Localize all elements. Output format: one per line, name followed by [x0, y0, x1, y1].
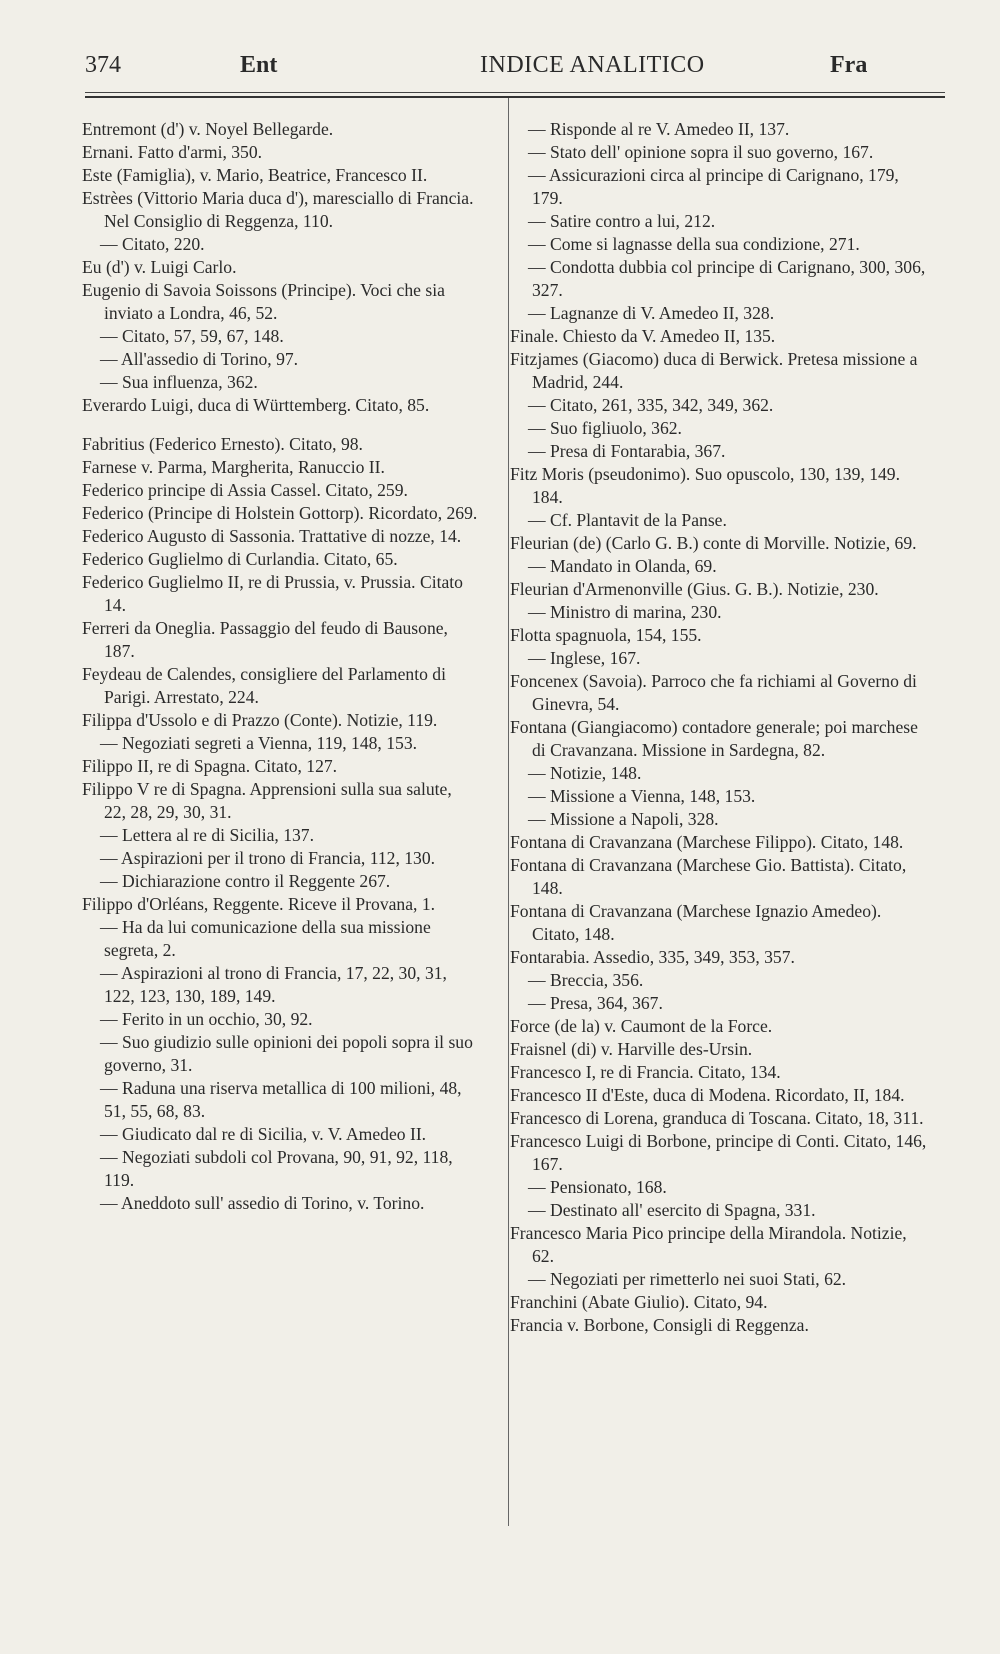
index-subentry: — Lettera al re di Sicilia, 137.	[100, 825, 314, 845]
index-entry: Fitzjames (Giacomo) duca di Berwick. Pretesa missione a Madrid, 244.	[510, 349, 918, 392]
index-entry: Federico Guglielmo II, re di Prussia, v. Prussia. Citato 14.	[82, 572, 463, 615]
index-subentry: — Ministro di marina, 230.	[528, 602, 722, 622]
index-subentry: — Aneddoto sull' assedio di Torino, v. Torino.	[100, 1193, 425, 1213]
index-subentry: — Giudicato dal re di Sicilia, v. V. Amedeo II.	[100, 1124, 427, 1144]
index-subentry: — Satire contro a lui, 212.	[528, 211, 716, 231]
index-entry: Fleurian d'Armenonville (Gius. G. B.). Notizie, 230.	[510, 579, 879, 599]
index-subentry: — Negoziati segreti a Vienna, 119, 148, 153.	[100, 733, 418, 753]
index-entry: Farnese v. Parma, Margherita, Ranuccio II.	[82, 457, 385, 477]
index-subentry: — Destinato all' esercito di Spagna, 331.	[528, 1200, 816, 1220]
index-entry: Eugenio di Savoia Soissons (Principe). Voci che sia inviato a Londra, 46, 52.	[82, 280, 445, 323]
index-entry: Francesco Maria Pico principe della Mirandola. Notizie, 62.	[510, 1223, 907, 1266]
index-entry: Filippa d'Ussolo e di Prazzo (Conte). Notizie, 119.	[82, 710, 438, 730]
page-number: 374	[85, 52, 121, 78]
running-head-right: Fra	[830, 52, 868, 78]
header-rule	[85, 92, 945, 93]
index-entry: Finale. Chiesto da V. Amedeo II, 135.	[510, 326, 776, 346]
index-entry: Fitz Moris (pseudonimo). Suo opuscolo, 130, 139, 149. 184.	[510, 464, 900, 507]
index-entry: Este (Famiglia), v. Mario, Beatrice, Francesco II.	[82, 165, 428, 185]
index-entry: Francesco II d'Este, duca di Modena. Ricordato, II, 184.	[510, 1085, 905, 1105]
index-subentry: — Aspirazioni al trono di Francia, 17, 22, 30, 31, 122, 123, 130, 189, 149.	[100, 963, 447, 1006]
index-subentry: — Ha da lui comunicazione della sua missione segreta, 2.	[100, 917, 431, 960]
index-subentry: — Citato, 220.	[100, 234, 205, 254]
index-subentry: — Missione a Vienna, 148, 153.	[528, 786, 756, 806]
index-column-right	[510, 118, 930, 1337]
index-subentry: — Breccia, 356.	[528, 970, 644, 990]
index-subentry: — Sua influenza, 362.	[100, 372, 258, 392]
index-subentry: — Raduna una riserva metallica di 100 milioni, 48, 51, 55, 68, 83.	[100, 1078, 462, 1121]
index-subentry: — Inglese, 167.	[528, 648, 641, 668]
section-gap	[82, 417, 478, 433]
index-subentry: — Stato dell' opinione sopra il suo governo, 167.	[528, 142, 874, 162]
index-subentry: — Negoziati per rimetterlo nei suoi Stati, 62.	[528, 1269, 847, 1289]
index-column-left	[82, 118, 478, 1215]
index-subentry: — Suo giudizio sulle opinioni dei popoli sopra il suo governo, 31.	[100, 1032, 473, 1075]
index-subentry: — Presa di Fontarabia, 367.	[528, 441, 726, 461]
index-subentry: — Citato, 261, 335, 342, 349, 362.	[528, 395, 774, 415]
index-subentry: — Mandato in Olanda, 69.	[528, 556, 717, 576]
index-entry: Francia v. Borbone, Consigli di Reggenza.	[510, 1315, 809, 1335]
index-entry: Fontana di Cravanzana (Marchese Filippo). Citato, 148.	[510, 832, 904, 852]
index-entry: Entremont (d') v. Noyel Bellegarde.	[82, 119, 334, 139]
index-subentry: — Risponde al re V. Amedeo II, 137.	[528, 119, 790, 139]
index-subentry: — Assicurazioni circa al principe di Carignano, 179, 179.	[528, 165, 899, 208]
index-entry: Ferreri da Oneglia. Passaggio del feudo di Bausone, 187.	[82, 618, 448, 661]
index-subentry: — Cf. Plantavit de la Panse.	[528, 510, 727, 530]
index-subentry: — Negoziati subdoli col Provana, 90, 91, 92, 118, 119.	[100, 1147, 453, 1190]
index-entry: Everardo Luigi, duca di Württemberg. Citato, 85.	[82, 395, 430, 415]
index-subentry: — Pensionato, 168.	[528, 1177, 667, 1197]
index-subentry: — Notizie, 148.	[528, 763, 642, 783]
index-entry: Francesco Luigi di Borbone, principe di Conti. Citato, 146, 167.	[510, 1131, 927, 1174]
index-entry: Filippo II, re di Spagna. Citato, 127.	[82, 756, 338, 776]
index-entry: Fontana di Cravanzana (Marchese Ignazio Amedeo). Citato, 148.	[510, 901, 882, 944]
index-entry: Fontana di Cravanzana (Marchese Gio. Battista). Citato, 148.	[510, 855, 907, 898]
index-entry: Ernani. Fatto d'armi, 350.	[82, 142, 263, 162]
index-entry: Feydeau de Calendes, consigliere del Parlamento di Parigi. Arrestato, 224.	[82, 664, 446, 707]
page-header	[85, 52, 945, 88]
index-entry: Fontana (Giangiacomo) contadore generale; poi marchese di Cravanzana. Missione in Sardegna, 82.	[510, 717, 918, 760]
index-entry: Foncenex (Savoia). Parroco che fa richiami al Governo di Ginevra, 54.	[510, 671, 917, 714]
index-entry: Fraisnel (di) v. Harville des-Ursin.	[510, 1039, 753, 1059]
index-entry: Force (de la) v. Caumont de la Force.	[510, 1016, 773, 1036]
index-subentry: — Aspirazioni per il trono di Francia, 112, 130.	[100, 848, 436, 868]
index-entry: Filippo V re di Spagna. Apprensioni sulla sua salute, 22, 28, 29, 30, 31.	[82, 779, 452, 822]
index-subentry: — Ferito in un occhio, 30, 92.	[100, 1009, 313, 1029]
index-entry: Estrèes (Vittorio Maria duca d'), maresciallo di Francia. Nel Consiglio di Reggenza, 110.	[82, 188, 474, 231]
index-entry: Fleurian (de) (Carlo G. B.) conte di Morville. Notizie, 69.	[510, 533, 917, 553]
index-entry: Francesco I, re di Francia. Citato, 134.	[510, 1062, 781, 1082]
index-subentry: — Condotta dubbia col principe di Carignano, 300, 306, 327.	[528, 257, 926, 300]
index-subentry: — Lagnanze di V. Amedeo II, 328.	[528, 303, 775, 323]
index-subentry: — Missione a Napoli, 328.	[528, 809, 719, 829]
index-entry: Federico principe di Assia Cassel. Citato, 259.	[82, 480, 408, 500]
running-head-left: Ent	[240, 52, 278, 78]
index-subentry: — Presa, 364, 367.	[528, 993, 663, 1013]
index-entry: Fabritius (Federico Ernesto). Citato, 98.	[82, 434, 363, 454]
index-entry: Francesco di Lorena, granduca di Toscana. Citato, 18, 311.	[510, 1108, 924, 1128]
index-subentry: — Citato, 57, 59, 67, 148.	[100, 326, 284, 346]
column-divider	[508, 98, 509, 1526]
index-entry: Flotta spagnuola, 154, 155.	[510, 625, 702, 645]
index-entry: Eu (d') v. Luigi Carlo.	[82, 257, 237, 277]
index-entry: Fontarabia. Assedio, 335, 349, 353, 357.	[510, 947, 795, 967]
index-entry: Federico Augusto di Sassonia. Trattative di nozze, 14.	[82, 526, 462, 546]
index-entry: Franchini (Abate Giulio). Citato, 94.	[510, 1292, 768, 1312]
index-subentry: — All'assedio di Torino, 97.	[100, 349, 299, 369]
header-rule-thick	[85, 96, 945, 98]
index-subentry: — Dichiarazione contro il Reggente 267.	[100, 871, 391, 891]
index-entry: Federico (Principe di Holstein Gottorp). Ricordato, 269.	[82, 503, 478, 523]
index-entry: Filippo d'Orléans, Reggente. Riceve il Provana, 1.	[82, 894, 436, 914]
page-title: INDICE ANALITICO	[480, 52, 705, 78]
index-subentry: — Suo figliuolo, 362.	[528, 418, 682, 438]
index-entry: Federico Guglielmo di Curlandia. Citato, 65.	[82, 549, 398, 569]
index-subentry: — Come si lagnasse della sua condizione, 271.	[528, 234, 860, 254]
